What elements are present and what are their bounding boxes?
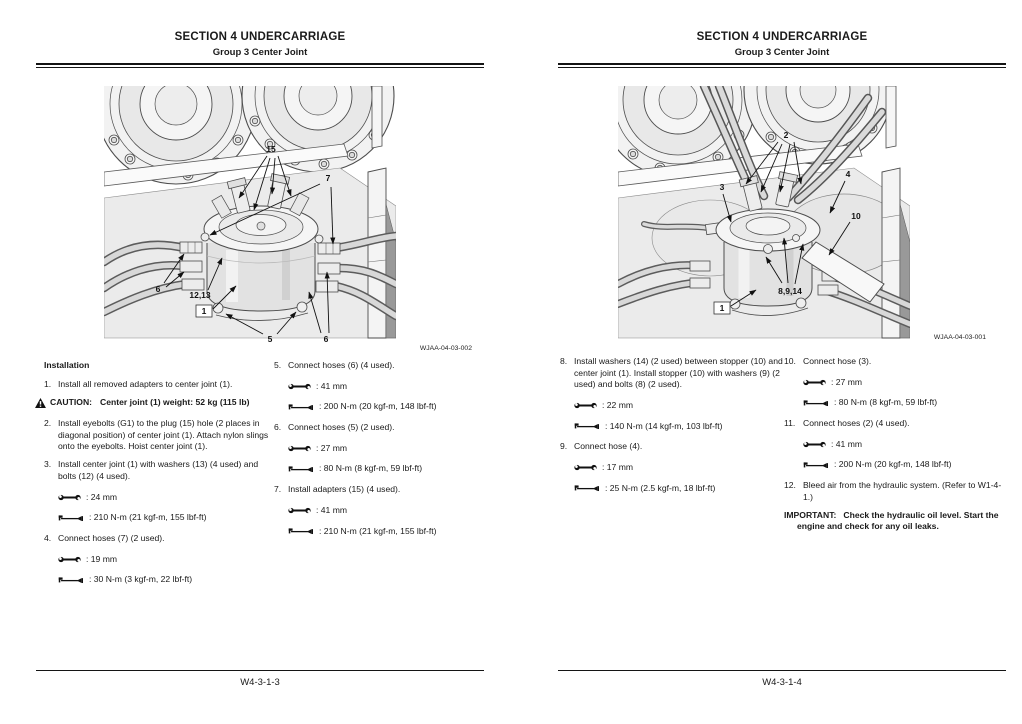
torque-wrench-icon (288, 465, 314, 474)
wrench-icon (574, 401, 597, 410)
wrench-size-value: : 27 mm (831, 376, 863, 387)
torque-wrench-icon (803, 461, 829, 470)
header-rule (36, 63, 484, 65)
figure-code: WJAA-04-03-002 (419, 345, 472, 352)
text-column-right (784, 356, 1008, 533)
torque-spec-line (803, 459, 1008, 471)
wrench-size-value: : 27 mm (316, 442, 348, 453)
wrench-size-line (288, 443, 486, 455)
torque-spec-line (288, 526, 486, 538)
step-number: 11. (784, 418, 796, 429)
torque-value: : 210 N-m (21 kgf-m, 155 lbf-ft) (89, 512, 207, 523)
header-rule-thin (36, 67, 484, 68)
wrench-size-line (574, 400, 786, 412)
header-rule (558, 63, 1006, 65)
callout-7: 7 (325, 173, 331, 183)
hose-three (644, 224, 708, 228)
step-number: 4. (44, 532, 52, 543)
wrench-icon (574, 463, 597, 472)
step-11 (784, 418, 1008, 430)
callout-12-13: 12,13 (189, 290, 211, 300)
callout-4: 4 (845, 169, 851, 179)
torque-value: : 210 N-m (21 kgf-m, 155 lbf-ft) (319, 525, 437, 536)
group-title: Group 3 Center Joint (734, 47, 830, 58)
section-title: SECTION 4 UNDERCARRIAGE (174, 31, 346, 43)
step-7 (274, 484, 486, 496)
callout-1: 1 (201, 306, 207, 316)
step-4 (44, 533, 278, 545)
header-rule-thin (558, 67, 1006, 68)
wrench-size-value: : 24 mm (86, 491, 118, 502)
step-1 (44, 379, 278, 391)
callout-2: 2 (783, 130, 789, 140)
step-12 (784, 480, 1008, 503)
wrench-icon (803, 378, 826, 387)
manual-page-left (34, 0, 486, 724)
step-6 (274, 422, 486, 434)
step-2 (44, 418, 278, 453)
callout-10: 10 (851, 211, 861, 221)
torque-value: : 200 N-m (20 kgf-m, 148 lbf-ft) (834, 459, 952, 470)
text-column-left (44, 360, 278, 595)
page-number: W4-3-1-3 (240, 677, 280, 688)
wrench-icon (58, 493, 81, 502)
step-text: Connect hoses (7) (2 used). (58, 532, 165, 543)
torque-wrench-icon (574, 422, 600, 431)
step-text: Connect hose (4). (574, 441, 643, 452)
step-number: 12. (784, 480, 796, 491)
torque-value: : 140 N-m (14 kgf-m, 103 lbf-ft) (605, 420, 723, 431)
torque-wrench-icon (58, 576, 84, 585)
wrench-size-line (58, 554, 278, 566)
step-text: Connect hose (3). (803, 356, 872, 366)
callout-15: 15 (266, 144, 276, 154)
wrench-size-value: : 41 mm (316, 380, 348, 391)
manual-page-right (556, 0, 1008, 724)
figure-code: WJAA-04-03-001 (933, 334, 986, 341)
torque-wrench-icon (288, 403, 314, 412)
step-9 (560, 441, 786, 453)
torque-spec-line (58, 574, 278, 586)
installation-heading: Installation (44, 360, 90, 370)
wrench-icon (288, 444, 311, 453)
callout-6-left: 6 (155, 284, 161, 294)
page-number: W4-3-1-4 (762, 677, 802, 688)
wrench-size-line (803, 439, 1008, 451)
torque-value: : 200 N-m (20 kgf-m, 148 lbf-ft) (319, 401, 437, 412)
caution-label: CAUTION: (50, 397, 93, 408)
torque-wrench-icon (803, 399, 829, 408)
center-joint-installation-diagram (104, 86, 396, 344)
step-text: Connect hoses (6) (4 used). (288, 360, 395, 370)
center-joint-stopper-diagram (618, 86, 910, 344)
step-8 (560, 356, 786, 391)
wrench-size-value: : 22 mm (602, 400, 634, 411)
torque-spec-line (574, 421, 786, 433)
step-number: 6. (274, 422, 282, 433)
important-text: Check the hydraulic oil level. Start the engine and check for any oil leaks. (797, 509, 999, 532)
step-number: 8. (560, 356, 568, 366)
step-number: 1. (44, 378, 52, 389)
section-title: SECTION 4 UNDERCARRIAGE (696, 31, 868, 43)
caution-text: Center joint (1) weight: 52 kg (115 lb) (100, 397, 250, 408)
wrench-size-value: : 17 mm (602, 462, 634, 473)
step-number: 3. (44, 459, 52, 470)
step-text: Connect hoses (2) (4 used). (803, 418, 910, 429)
diagram-container (104, 86, 396, 349)
torque-spec-line (803, 397, 1008, 409)
page-header (556, 0, 1008, 68)
torque-spec-line (574, 483, 786, 495)
torque-value: : 80 N-m (8 kgf-m, 59 lbf-ft) (319, 463, 423, 474)
wrench-icon (803, 440, 826, 449)
callout-8-9-14: 8,9,14 (778, 286, 802, 296)
torque-wrench-icon (288, 527, 314, 536)
text-column-right (274, 360, 486, 546)
step-number: 9. (560, 441, 568, 452)
important-note (784, 510, 1008, 533)
torque-value: : 25 N-m (2.5 kgf-m, 18 lbf-ft) (605, 482, 716, 493)
torque-wrench-icon (58, 514, 84, 523)
wrench-size-line (288, 505, 486, 517)
step-10 (784, 356, 1008, 368)
wrench-size-line (574, 462, 786, 474)
step-text: Bleed air from the hydraulic system. (Refer to W1-4-1.) (803, 480, 1002, 502)
callout-6-right: 6 (323, 334, 329, 344)
step-number: 7. (274, 484, 282, 495)
wrench-size-value: : 41 mm (831, 438, 863, 449)
step-text: Connect hoses (5) (2 used). (288, 422, 395, 433)
wrench-icon (288, 506, 311, 515)
wrench-size-value: : 19 mm (86, 553, 118, 564)
step-text: Install adapters (15) (4 used). (288, 484, 401, 495)
warning-triangle-icon (35, 398, 46, 412)
step-text: Install washers (14) (2 used) between stopper (10) and center joint (1). Install stopper (10) with washers (9) (2 used) and bolts (8) (2 used). (574, 356, 783, 390)
wrench-size-value: : 41 mm (316, 504, 348, 515)
wrench-size-line (803, 377, 1008, 389)
step-number: 10. (784, 356, 796, 366)
torque-spec-line (288, 463, 486, 475)
torque-spec-line (288, 401, 486, 413)
step-3 (44, 459, 278, 482)
step-text: Install eyebolts (G1) to the plug (15) hole (2 places in diagonal position) of center joint (1). Attach nylon slings onto the eyebolts. Hoist center joint (1). (58, 418, 269, 452)
center-joint-body (716, 209, 820, 316)
callout-3: 3 (719, 182, 725, 192)
step-number: 2. (44, 418, 52, 429)
wrench-icon (288, 382, 311, 391)
wrench-size-line (58, 492, 278, 504)
torque-spec-line (58, 512, 278, 524)
wrench-size-line (288, 381, 486, 393)
step-5 (274, 360, 486, 372)
caution-note (35, 397, 278, 411)
important-label: IMPORTANT: (784, 509, 837, 520)
page-header (34, 0, 486, 68)
page-footer (36, 670, 484, 688)
group-title: Group 3 Center Joint (212, 47, 308, 58)
step-text: Install center joint (1) with washers (13) (4 used) and bolts (12) (4 used). (58, 459, 259, 481)
callout-5: 5 (267, 334, 273, 344)
text-column-left (560, 356, 786, 504)
torque-value: : 30 N-m (3 kgf-m, 22 lbf-ft) (89, 574, 193, 585)
callout-1: 1 (719, 303, 725, 313)
wrench-icon (58, 555, 81, 564)
step-number: 5. (274, 360, 282, 370)
page-footer (558, 670, 1006, 688)
torque-wrench-icon (574, 484, 600, 493)
diagram-container (618, 86, 910, 349)
step-text: Install all removed adapters to center joint (1). (58, 378, 233, 389)
torque-value: : 80 N-m (8 kgf-m, 59 lbf-ft) (834, 397, 938, 408)
